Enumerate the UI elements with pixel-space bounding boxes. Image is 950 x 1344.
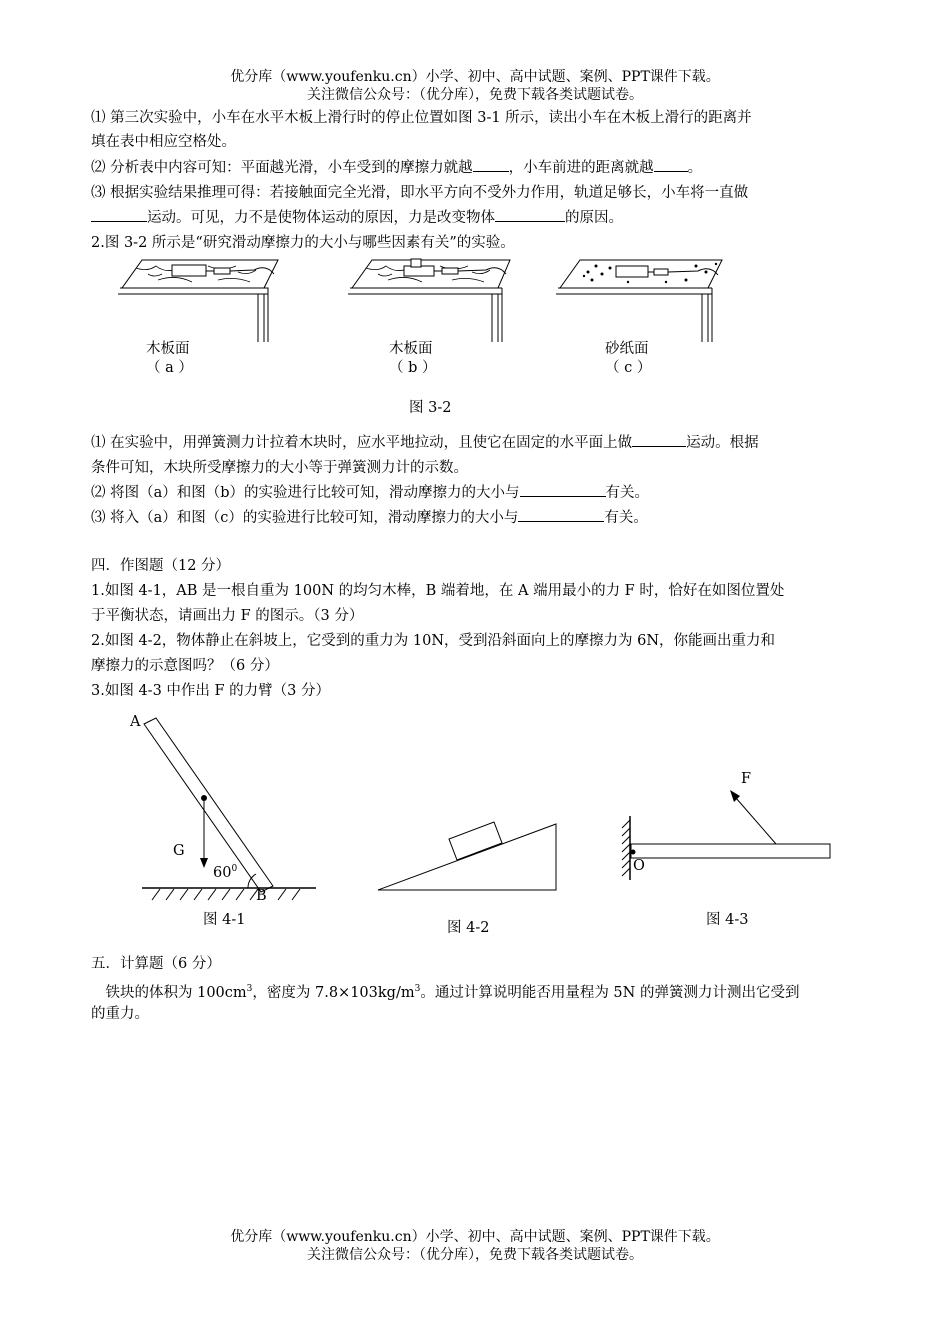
p5-question-line-b: 的重力。 [91,1006,149,1022]
q2-1-text-a: ⑴ 在实验中，用弹簧测力计拉着木块时，应水平地拉动，且使它在固定的水平面上做 [91,435,633,451]
fig-c-tag: （ c ） [605,360,652,376]
fig-a-label: 木板面 [146,341,190,357]
figure-3-2-b [348,252,523,344]
q1-2-line [91,157,702,179]
fig41-label-a: A [130,714,141,730]
fig-a-tag: （ a ） [146,360,193,376]
fig43-label-o: O [633,858,645,874]
fig43-label-f: F [741,771,752,787]
p4-q1-line-b: 于平衡状态，请画出力 F 的图示。（3 分） [91,608,364,624]
p4-q1-line-a: 1.如图 4-1，AB 是一根自重为 100N 的均匀木棒，B 端着地，在 A 端用最小的力 F 时，恰好在如图位置处 [91,583,785,599]
fig41-angle: $60^0$ [213,864,238,881]
figure-3-2-c [556,252,736,344]
answer-blank[interactable] [495,207,565,222]
figure-4-3-caption: 图 4-3 [706,912,749,928]
q2-3-line [91,507,648,529]
fig41-label-b: B [256,888,267,904]
part5-title: 五．计算题（6 分） [91,956,221,972]
answer-blank[interactable] [632,432,686,447]
figure-3-2-caption: 图 3-2 [409,400,452,416]
q1-1-line-a: ⑴ 第三次实验中，小车在水平木板上滑行时的停止位置如图 3-1 所示，读出小车在木板上滑行的距离并 [91,110,752,126]
page-header-line2: 关注微信公众号：（优分库），免费下载各类试题试卷。 [307,87,643,103]
fig-b-label: 木板面 [389,341,433,357]
page-header-line1: 优分库（www.youfenku.cn）小学、初中、高中试题、案例、PPT课件下载。 [230,69,720,85]
p4-q2-line-b: 摩擦力的示意图吗？（6 分） [91,658,279,674]
q1-3-text-c: 的原因。 [565,210,623,226]
q2-2-text-b: 有关。 [605,485,650,501]
figure-4-2 [374,814,564,894]
q1-2-text-c: 。 [687,160,703,176]
figure-4-3 [614,772,836,882]
figure-4-2-caption: 图 4-2 [447,920,490,936]
answer-blank[interactable] [91,207,147,222]
q2-1-line-a [91,432,759,454]
fig-b-tag: （ b ） [389,360,437,376]
part4-title: 四．作图题（12 分） [91,558,231,574]
q1-3-line-a: ⑶ 根据实验结果推理可得：若接触面完全光滑，即水平方向不受外力作用，轨道足够长，小车将一直做 [91,185,749,201]
q2-1-text-b: 运动。根据 [686,435,759,451]
q1-3-line-b [91,207,623,229]
figure-3-2-a [118,252,288,344]
p4-q2-line-a: 2.如图 4-2，物体静止在斜坡上，它受到的重力为 10N，受到沿斜面向上的摩擦力为 6N，你能画出重力和 [91,633,776,649]
answer-blank[interactable] [654,157,688,172]
q1-3-text-b: 运动。可见，力不是使物体运动的原因，力是改变物体 [147,210,495,226]
p5-question-line-a: 铁块的体积为 $100cm^3$，密度为 $7.8\times 103kg/m^3$。通过计算说明能否用量程为 5N 的弹簧测力计测出它受到 [91,984,800,1001]
page-footer-line1: 优分库（www.youfenku.cn）小学、初中、高中试题、案例、PPT课件下载。 [230,1229,720,1245]
figure-4-1-caption: 图 4-1 [203,912,246,928]
q1-2-text-a: ⑵ 分析表中内容可知：平面越光滑，小车受到的摩擦力就越 [91,160,473,176]
q2-3-text-b: 有关。 [604,510,648,526]
q2-3-text-a: ⑶ 将入（a）和图（c）的实验进行比较可知，滑动摩擦力的大小与 [91,510,519,526]
q2-intro: 2.图 3-2 所示是“研究滑动摩擦力的大小与哪些因素有关”的实验。 [91,235,515,251]
fig41-label-g: G [173,843,185,859]
fig-c-label: 砂纸面 [605,341,649,357]
q1-2-text-b: ，小车前进的距离就越 [508,160,654,176]
p4-q3-line: 3.如图 4-3 中作出 F 的力臂（3 分） [91,683,331,699]
q2-2-text-a: ⑵ 将图（a）和图（b）的实验进行比较可知，滑动摩擦力的大小与 [91,485,520,501]
q2-1-line-b: 条件可知，木块所受摩擦力的大小等于弹簧测力计的示数。 [91,460,468,476]
answer-blank[interactable] [473,157,509,172]
q2-2-line [91,482,649,504]
page-footer-line2: 关注微信公众号：（优分库），免费下载各类试题试卷。 [307,1247,643,1263]
answer-blank[interactable] [520,482,606,497]
q1-1-line-b: 填在表中相应空格处。 [91,134,236,150]
answer-blank[interactable] [518,507,604,522]
